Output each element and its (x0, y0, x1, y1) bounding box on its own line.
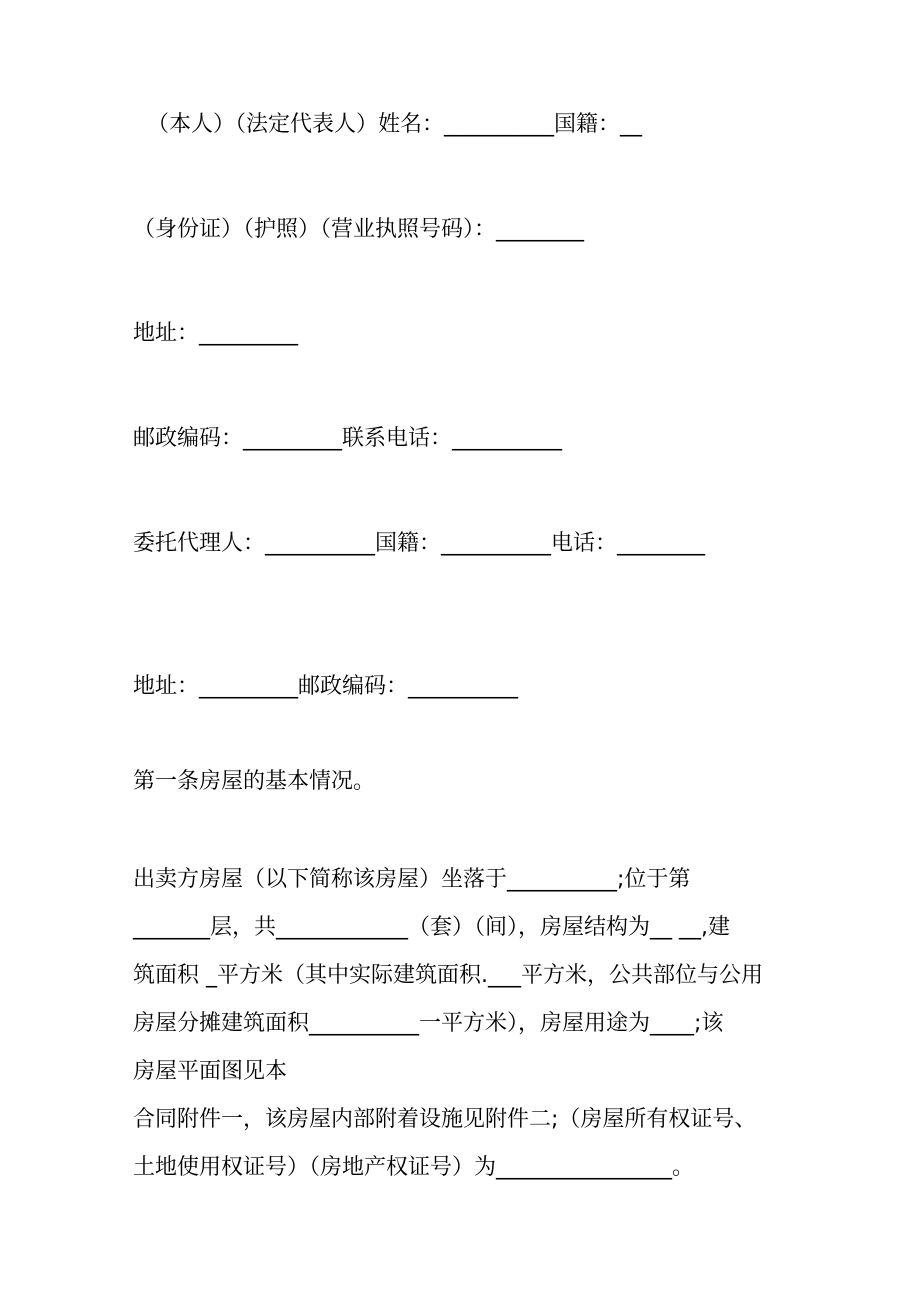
house-description-paragraph (133, 856, 793, 1192)
agent-line: 委托代理人：__________国籍：__________电话：________ (133, 531, 706, 556)
paragraph-line: 房屋分摊建筑面积__________一平方米），房屋用途为____;该 (133, 1011, 724, 1036)
seller-id-line: （身份证）（护照）（营业执照号码）：________ (133, 217, 585, 242)
paragraph-line: 合同附件一，该房屋内部附着设施见附件二;（房屋所有权证号、 (133, 1107, 757, 1132)
paragraph-line: 土地使用权证号）（房地产权证号）为________________。 (133, 1155, 695, 1180)
paragraph-line: 出卖方房屋（以下简称该房屋）坐落于__________;位于第 (133, 867, 691, 892)
article-one-heading: 第一条房屋的基本情况。 (133, 769, 376, 794)
seller-name-nationality-line: （本人）（法定代表人）姓名：__________国籍：__ (147, 112, 643, 137)
paragraph-line: 房屋平面图见本 (133, 1059, 288, 1084)
paragraph-line: _______层，共____________（套）（间），房屋结构为__ __,建 (133, 915, 730, 940)
agent-address-line: 地址：_________邮政编码：__________ (133, 674, 519, 699)
paragraph-line: 筑面积 _平方米（其中实际建筑面积.___平方米，公共部位与公用 (133, 963, 763, 988)
seller-address-line: 地址：_________ (133, 321, 299, 346)
postal-phone-line: 邮政编码：_________联系电话：__________ (133, 426, 563, 451)
